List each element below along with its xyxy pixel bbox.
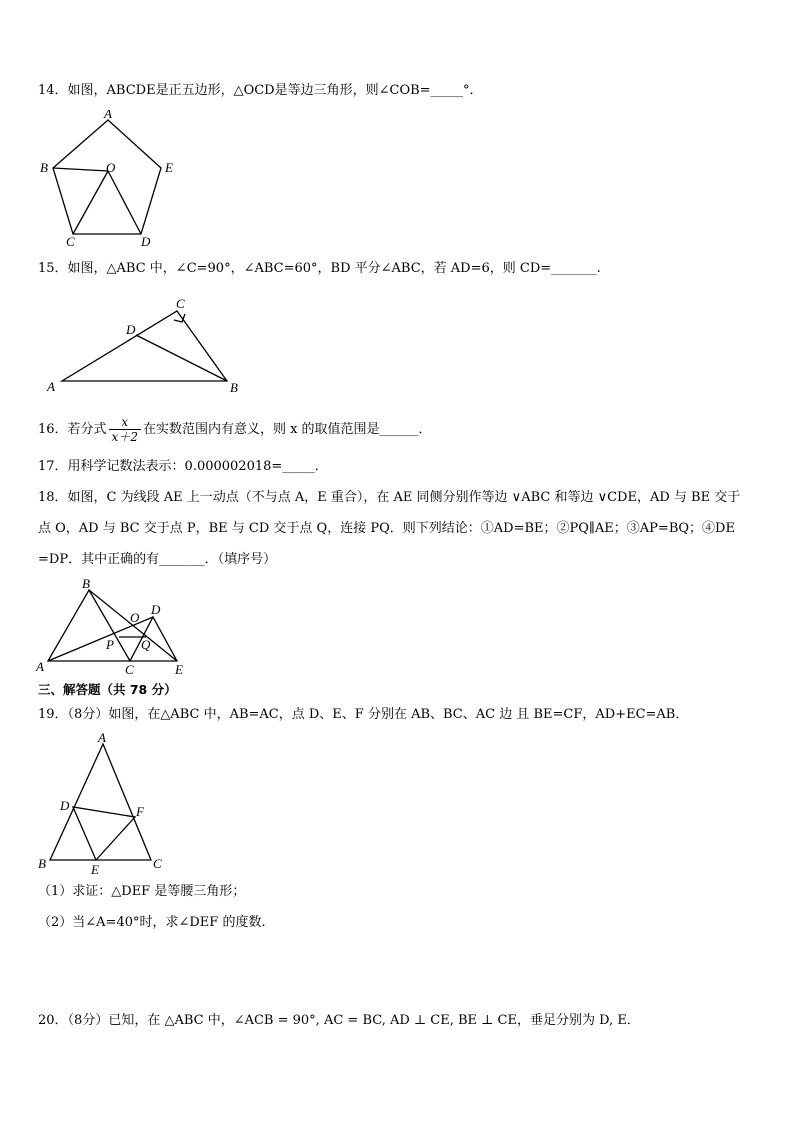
q16-prefix: 16．若分式 (38, 422, 107, 437)
label-a: A (104, 110, 112, 121)
label-d: D (141, 234, 151, 249)
label-c: C (66, 234, 75, 249)
segment-bo (53, 168, 108, 171)
label-o: O (106, 160, 116, 175)
triangle-abc (48, 590, 130, 661)
pentagon-abcde (53, 120, 161, 234)
label-e: E (175, 662, 183, 677)
label-b: B (40, 160, 48, 175)
segment-od (108, 171, 141, 234)
q16-fraction (109, 415, 141, 444)
label-d: D (126, 322, 136, 337)
segment-be (89, 590, 177, 661)
q19-sub2: （2）当∠A=40°时，求∠DEF 的度数． (38, 915, 275, 930)
q16-fraction-numerator: x (109, 415, 141, 430)
label-d: D (151, 602, 161, 617)
q18-line2: 点 O，AD 与 BC 交于点 P，BE 与 CD 交于点 Q，连接 PQ．则下列结论：①AD=BE；②PQ∥AE；③AP=BQ；④DE (38, 521, 735, 536)
label-b: B (82, 576, 90, 591)
q19-text: 19．（8分）如图，在△ABC 中，AB=AC，点 D、E、F 分别在 AB、BC、AC 边 且 BE=CF，AD+EC=AB． (38, 707, 689, 722)
q19-sub1: （1）求证：△DEF 是等腰三角形； (38, 884, 246, 899)
q15-text: 15．如图，△ABC 中，∠C=90°，∠ABC=60°，BD 平分∠ABC，若 AD=6，则 CD=_______. (38, 261, 601, 276)
q18-line3: =DP．其中正确的有_______．（填序号） (38, 552, 277, 567)
q19-isosceles-figure (36, 730, 176, 880)
label-p: P (106, 637, 114, 652)
label-b: B (38, 856, 46, 871)
q14-text: 14．如图，ABCDE是正五边形，△OCD是等边三角形，则∠COB=_____°． (38, 83, 483, 98)
label-a: A (98, 730, 106, 745)
q18-equilateral-figure (34, 576, 194, 678)
q16-fraction-denominator: x＋2 (111, 430, 138, 444)
q18-line1: 18．如图，C 为线段 AE 上一动点（不与点 A，E 重合），在 AE 同侧分别作等边 ∨ABC 和等边 ∨CDE，AD 与 BE 交于 (38, 490, 741, 505)
label-f: F (136, 804, 144, 819)
label-o: O (130, 610, 140, 625)
triangle-def (73, 807, 135, 860)
segment-oc (73, 171, 108, 234)
section-title: 三、解答题（共 78 分） (38, 682, 177, 697)
label-b: B (230, 380, 238, 395)
label-c: C (125, 662, 134, 677)
segment-bd (136, 335, 227, 381)
label-d: D (60, 798, 70, 813)
q16-text (38, 412, 432, 448)
label-e: E (165, 160, 173, 175)
q20-text: 20．（8分）已知，在 △ABC 中，∠ACB = 90°, AC = BC, AD ⊥ CE, BE ⊥ CE，垂足分别为 D, E． (38, 1013, 640, 1028)
q14-pentagon-figure (36, 110, 186, 250)
triangle-abc (62, 311, 227, 381)
q15-triangle-figure (42, 294, 252, 398)
label-a: A (47, 379, 55, 394)
label-a: A (36, 659, 44, 674)
label-e: E (91, 862, 99, 877)
label-c: C (153, 856, 162, 871)
label-q: Q (141, 637, 151, 652)
q16-suffix: 在实数范围内有意义，则 x 的取值范围是______． (142, 422, 432, 437)
label-c: C (176, 296, 185, 311)
q17-text: 17．用科学记数法表示：0.000002018=_____． (38, 459, 328, 474)
